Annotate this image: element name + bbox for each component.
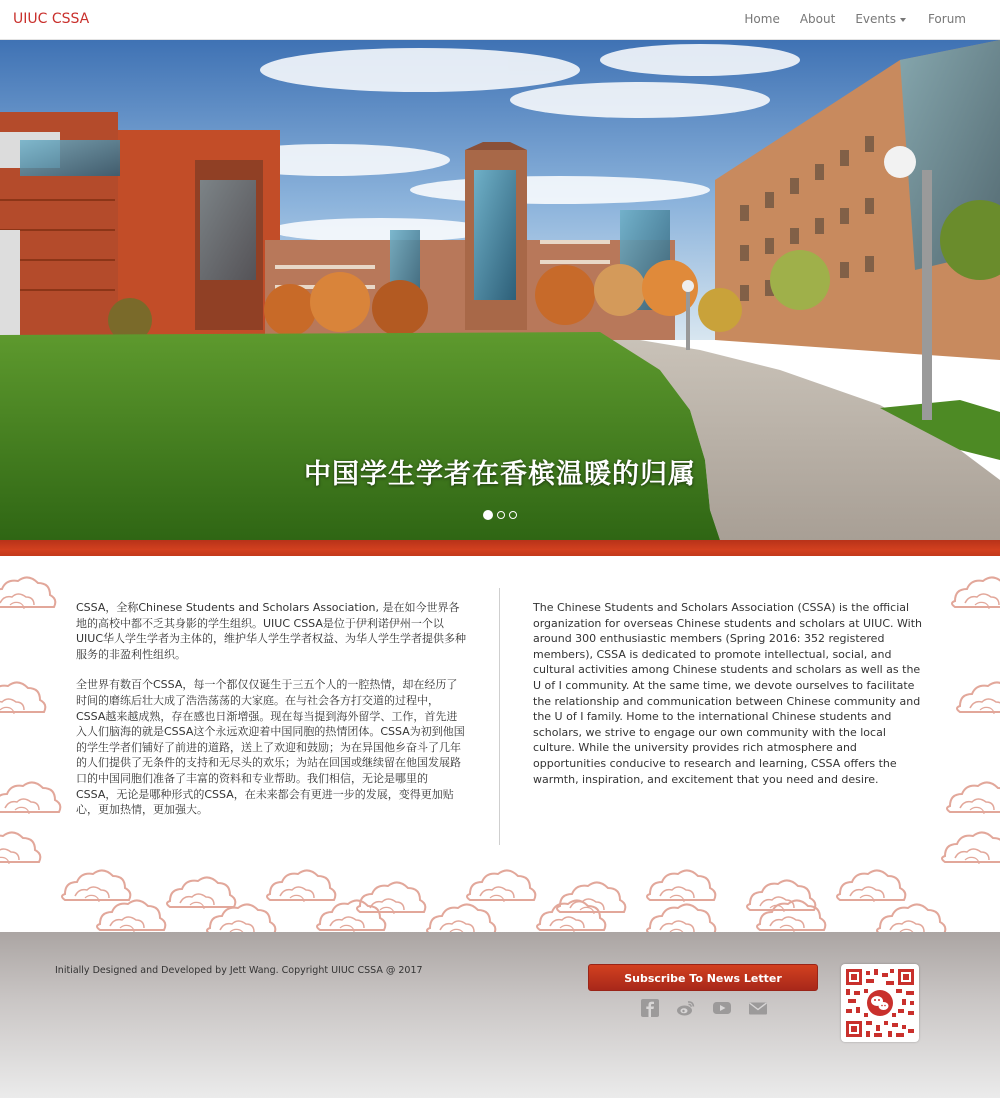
caret-down-icon [900, 18, 906, 22]
nav-item-events-label: Events [855, 12, 896, 26]
carousel-indicator-2[interactable] [497, 511, 505, 519]
hero-carousel [0, 40, 1000, 540]
nav-item-about[interactable]: About [799, 12, 836, 26]
social-links [640, 998, 768, 1018]
intro-chinese [76, 600, 468, 833]
nav-item-events[interactable] [845, 0, 918, 40]
footer [0, 932, 1000, 1098]
nav-item-forum[interactable]: Forum [927, 12, 966, 26]
intro-english [533, 600, 927, 787]
carousel-indicator-3[interactable] [509, 511, 517, 519]
nav-menu [734, 0, 976, 40]
brand-link[interactable]: UIUC CSSA [13, 11, 90, 27]
footer-credit: Initially Designed and Developed by Jett Wang. Copyright UIUC CSSA @ 2017 [55, 965, 423, 976]
column-divider [499, 588, 500, 845]
subscribe-button[interactable]: Subscribe To News Letter [588, 964, 818, 991]
email-icon[interactable] [748, 998, 768, 1018]
youtube-icon[interactable] [712, 998, 732, 1018]
facebook-icon[interactable] [640, 998, 660, 1018]
accent-band [0, 540, 1000, 556]
qr-code-icon [846, 969, 914, 1037]
wechat-qr-code [841, 964, 919, 1042]
navbar [0, 0, 1000, 40]
weibo-icon[interactable] [676, 998, 696, 1018]
intro-chinese-paragraph-1: CSSA，全称Chinese Students and Scholars Association, 是在如今世界各地的高校中都不乏其身影的学生组织。UIUC CSSA是位于伊利诺伊州一个以UIUC华人学生学者为主体的，维护华人学生学者权益、为华人学生学者提供多种服务的非盈利性组织。 [76, 601, 467, 661]
nav-item-home[interactable]: Home [744, 12, 780, 26]
carousel-indicators [0, 511, 1000, 520]
hero-caption: 中国学生学者在香槟温暖的归属 [304, 459, 696, 490]
intro-chinese-paragraph-2: 全世界有数百个CSSA，每一个都仅仅诞生于三五个人的一腔热情，却在经历了时间的磨练后壮大成了浩浩荡荡的大家庭。在与社会各方打交道的过程中，CSSA越来越成熟，存在感也日渐增强。现在每当提到海外留学、工作，首先进入人们脑海的就是CSSA这个永远欢迎着中国同胞的热情团体。CSSA为初到他国的学生学者们铺好了前进的道路，送上了欢迎和鼓励；为在异国他乡奋斗了几年的人们提供了无条件的支持和无尽头的欢乐；为站在回国或继续留在他国发展路口的中国同胞们准备了丰富的资料和专业帮助。我们相信，无论是哪里的CSSA，无论是哪种形式的CSSA，在未来都会有更进一步的发展，变得更加贴心，更加热情，更加强大。 [76, 678, 465, 817]
carousel-indicator-1[interactable] [483, 510, 493, 520]
intro-english-paragraph: The Chinese Students and Scholars Association (CSSA) is the official organization for overseas Chinese students and scholars at UIUC. With around 300 enthusiastic members (Spring 2016: 352 registered members), CSSA is dedicated to promote intellectual, social, and cultural activities among Chinese students and scholars as well as the U of I community. At the same time, we devote ourselves to facilitate the relationship and communication between Chinese community and the U of I family. Home to the international Chinese students and scholars, we strive to engage our own community with the local culture. While the university provides rich atmosphere and opportunities conducive to research and learning, CSSA offers the warmth, inspiration, and excitement that you need and desire. [533, 601, 922, 786]
intro-section [0, 556, 1000, 932]
